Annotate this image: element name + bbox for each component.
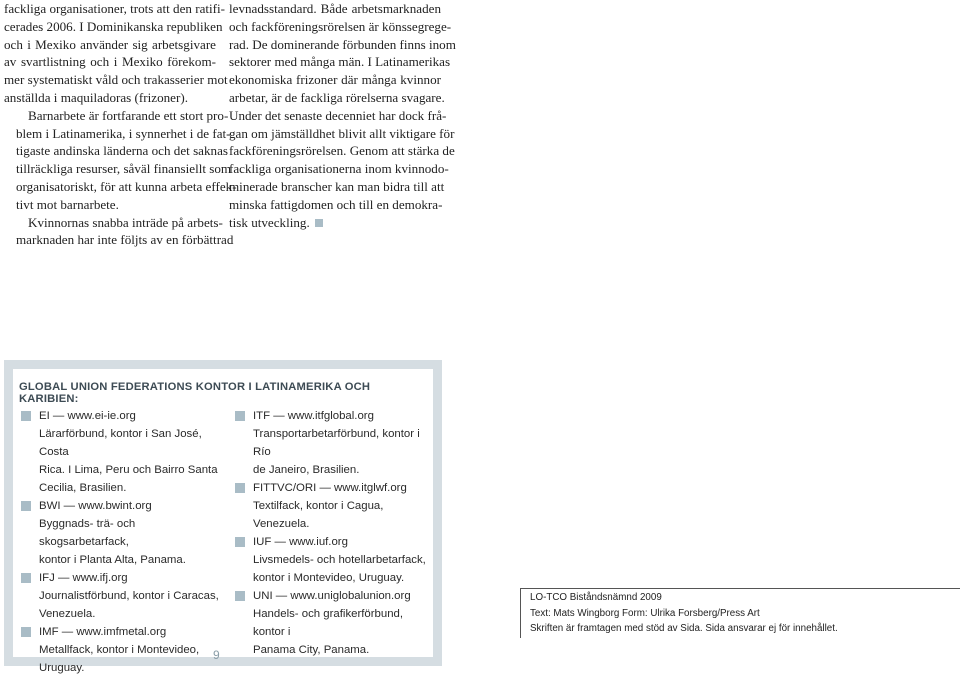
federation-name: ITF — www.itfglobal.org [253,410,374,422]
colophon-disclaimer: Skriften är framtagen med stöd av Sida. Sida ansvarar ej för innehållet. [530,623,838,635]
box-left-column [21,407,221,677]
text-line: arbetar, är de fackliga rörelserna svagare. [229,89,445,105]
text-line: Barnarbete är fortfarande ett stort pro- [28,107,229,123]
text-line: mer systematiskt våld och trakasserier mot [4,72,228,88]
federation-desc: de Janeiro, Brasilien. [253,464,360,476]
text-line-with-end-mark [229,214,441,232]
text-line: levnadsstandard. Både arbetsmarknaden [229,1,441,16]
text-line: och fackföreningsrörelsen är könssegrege- [229,18,452,34]
square-bullet-icon [235,411,245,421]
colophon-publisher: LO-TCO Biståndsnämnd 2009 [530,592,662,603]
left-text-column [4,0,237,249]
federation-name: EI — www.ei-ie.org [39,410,136,422]
text-line: Kvinnornas snabba inträde på arbets- [28,214,223,230]
text-line: fackföreningsrörelsen. Genom att stärka de [229,143,455,159]
text-line: minerade branscher kan man bidra till att [229,178,445,194]
federation-desc: kontor i Montevideo, Uruguay. [253,572,405,584]
text-line: blem i Latinamerika, i synnerhet i de fat- [16,125,231,141]
text-line: cerades 2006. I Dominikanska republiken [4,18,223,34]
text-line: sektorer med många män. I Latinamerikas [229,54,451,70]
text-line: gan om jämställdhet blivit allt viktigare för [229,125,455,141]
square-bullet-icon [21,411,31,421]
colophon [520,588,960,638]
federation-desc: Lärarförbund, kontor i San José, Costa [39,428,202,458]
federation-desc: Rica. I Lima, Peru och Bairro Santa [39,464,218,476]
text-line: Under det senaste decenniet har dock frå- [229,107,447,123]
end-of-article-square-icon [315,219,323,227]
text-line: och i Mexiko använder sig arbetsgivare [4,36,216,52]
federation-name: IMF — www.imfmetal.org [39,626,167,638]
text-line: tigaste andinska länderna och det saknas [16,143,228,159]
square-bullet-icon [21,573,31,583]
federation-desc: Uruguay. [39,662,85,674]
right-text-column [229,0,456,231]
text-line: ekonomiska frizoner där många kvinnor [229,72,441,88]
federation-desc: Livsmedels- och hotellarbetarfack, [253,554,426,566]
square-bullet-icon [21,627,31,637]
text-line: anställda i maquiladoras (frizoner). [4,89,188,105]
square-bullet-icon [21,501,31,511]
federation-desc: Venezuela. [39,608,96,620]
text-line: marknaden har inte följts av en förbättrad [16,232,234,248]
federation-desc: kontor i Planta Alta, Panama. [39,554,186,566]
federation-entry-ifj [21,569,221,623]
federation-entry-bwi [21,497,221,569]
right-paragraph-1 [229,0,456,231]
left-paragraph-1 [4,0,228,107]
text-line: rad. De dominerande förbunden finns inom [229,36,456,52]
square-bullet-icon [235,537,245,547]
page-number: 9 [213,648,220,662]
text-line: tivt mot barnarbete. [16,196,119,212]
federation-desc: Handels- och grafikerförbund, kontor i [253,608,404,638]
text-line: tisk utveckling. [229,214,310,230]
text-line: fackliga organisationer, trots att den ratifi- [4,1,226,16]
federation-entry-ei [21,407,221,497]
text-line: minska fattigdomen och till en demokra- [229,196,443,212]
federation-name: FITTVC/ORI — www.itglwf.org [253,482,407,494]
federation-entry-imf [21,623,221,677]
federation-entry-fittvc [235,479,435,533]
federation-desc: Transportarbetarförbund, kontor i Río [253,428,420,458]
federation-entry-uni [235,587,435,659]
square-bullet-icon [235,483,245,493]
federation-name: BWI — www.bwint.org [39,500,152,512]
box-right-column [235,407,435,659]
federation-name: UNI — www.uniglobalunion.org [253,590,411,602]
federation-desc: Journalistförbund, kontor i Caracas, [39,590,219,602]
left-paragraph-2 [4,107,237,214]
federation-desc: Metallfack, kontor i Montevideo, [39,644,200,656]
federation-entry-itf [235,407,435,479]
square-bullet-icon [235,591,245,601]
box-title: GLOBAL UNION FEDERATIONS KONTOR I LATINAMERIKA OCH KARIBIEN: [19,381,371,405]
federation-desc: Panama City, Panama. [253,644,370,656]
federation-desc: Textilfack, kontor i Cagua, Venezuela. [253,500,384,530]
text-line: fackliga organisationerna inom kvinnodo- [229,161,449,177]
federation-entry-iuf [235,533,435,587]
text-line: av svartlistning och i Mexiko förekom- [4,54,216,70]
text-line: tillräckliga resurser, såväl finansiellt som [16,161,232,177]
text-line: organisatoriskt, för att kunna arbeta effek- [16,178,237,194]
left-paragraph-3 [4,214,234,250]
global-union-federations-box [4,360,442,674]
federation-name: IFJ — www.ifj.org [39,572,128,584]
federation-desc: Cecilia, Brasilien. [39,482,127,494]
federation-desc: Byggnads- trä- och skogsarbetarfack, [39,518,136,548]
federation-name: IUF — www.iuf.org [253,536,348,548]
colophon-credits: Text: Mats Wingborg Form: Ulrika Forsberg/Press Art [530,607,760,619]
